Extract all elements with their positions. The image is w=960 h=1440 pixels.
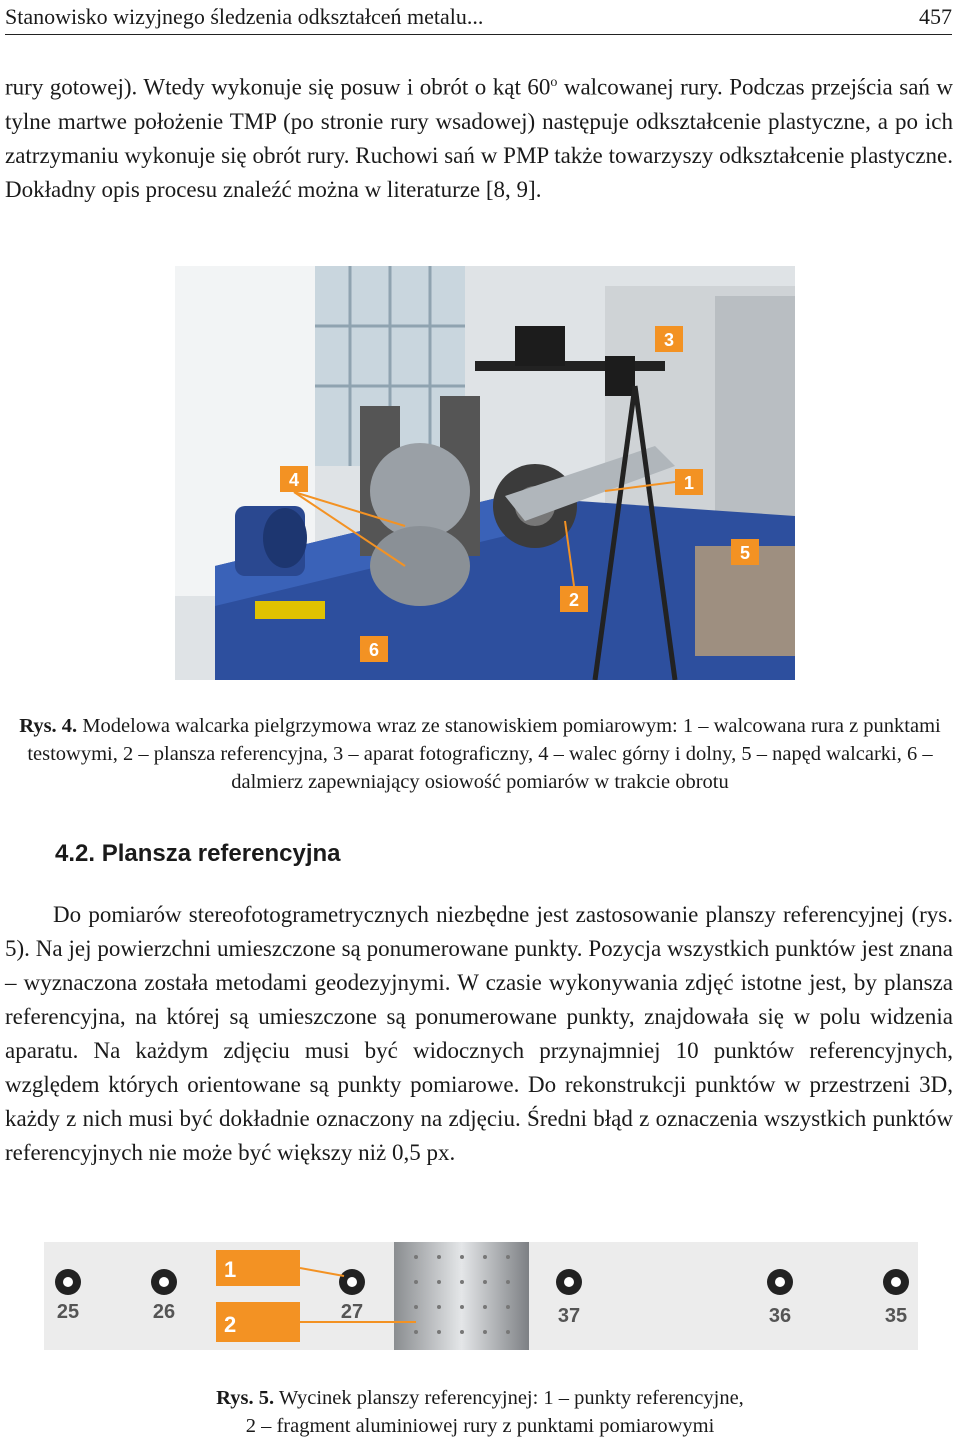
running-header [5, 2, 952, 35]
figure-rys-5-caption [0, 1384, 960, 1440]
marker-1: 1 [683, 473, 695, 493]
body-paragraph-1 [5, 66, 953, 207]
caption2-label: Rys. 5. [216, 1387, 275, 1409]
marker-2: 2 [568, 590, 580, 610]
point-label-36: 36 [768, 1305, 792, 1327]
marker-6: 6 [368, 640, 380, 660]
figure-rys-5-photo [44, 1242, 918, 1350]
figure-rys-4-photo [175, 266, 795, 680]
board-marker-1: 1 [224, 1257, 237, 1282]
point-label-26: 26 [152, 1301, 176, 1323]
marker-3: 3 [663, 330, 675, 350]
body-paragraph-2: Do pomiarów stereofotogrametrycznych niezbędne jest zastosowanie planszy referencyjnej (rys. 5). Na jej powierzchni umieszczone są ponumerowane punkty. Pozycja wszystkich punktów jest znana – wyznaczona została metodami geodezyjnymi. W czasie wykonywania zdjęć istotne jest, by plansza referencyjna, na której są umieszczone są ponumerowane punkty, znajdowała się w polu widzenia aparatu. Na każdym zdjęciu musi być widocznych przynajmniej 10 punktów referencyjnych, względem których orientowane są punkty pomiarowe. Do rekonstrukcji punktów w przestrzeni 3D, każdy z nich musi być dokładnie oznaczony na zdjęciu. Średni błąd z oznaczenia wszystkich punktów referencyjnych nie może być większy niż 0,5 px. [5, 902, 953, 1165]
degree-superscript: o [550, 75, 558, 90]
point-label-37: 37 [557, 1305, 581, 1327]
paragraph-1-text-b: walcowanej rury. Podczas przejścia sań w tylne martwe położenie TMP (po stronie rury wsadowej) następuje odkształcenie plastyczne, a po ich zatrzymaniu wykonuje się obrót rury. Ruchowi sań w PMP także towarzyszy odkształcenie plastyczne. Dokładny opis procesu znaleźć można w literaturze [8, 9]. [5, 74, 953, 202]
page-number: 457 [919, 4, 952, 29]
board-marker-2: 2 [224, 1312, 237, 1337]
running-title: Stanowisko wizyjnego śledzenia odkształceń metalu... [5, 4, 484, 29]
caption2-text-line2: 2 – fragment aluminiowej rury z punktami pomiarowymi [245, 1415, 715, 1437]
caption2-text-line1: Wycinek planszy referencyjnej: 1 – punkty referencyjne, [274, 1387, 744, 1409]
figure-rys-4-caption [10, 712, 950, 796]
point-label-25: 25 [56, 1301, 80, 1323]
caption2-line1 [0, 1384, 960, 1412]
caption-text: Modelowa walcarka pielgrzymowa wraz ze stanowiskiem pomiarowym: 1 – walcowana rura z punktami testowymi, 2 – plansza referencyjna, 3 – aparat fotograficzny, 4 – walec górny i dolny, 5 – napęd walcarki, 6 – dalmierz zapewniający osiowość pomiarów w trakcie obrotu [27, 715, 941, 793]
section-heading: 4.2. Plansza referencyjna [55, 840, 341, 867]
caption-label: Rys. 4. [19, 715, 78, 737]
marker-4: 4 [288, 470, 300, 490]
marker-5: 5 [739, 543, 751, 563]
pilger-mill-illustration [175, 266, 795, 680]
point-label-27: 27 [340, 1301, 364, 1323]
paragraph-1-text-a: rury gotowej). Wtedy wykonuje się posuw i obrót o kąt 60 [5, 74, 551, 100]
reference-board-illustration [44, 1242, 918, 1350]
point-label-35: 35 [884, 1305, 908, 1327]
